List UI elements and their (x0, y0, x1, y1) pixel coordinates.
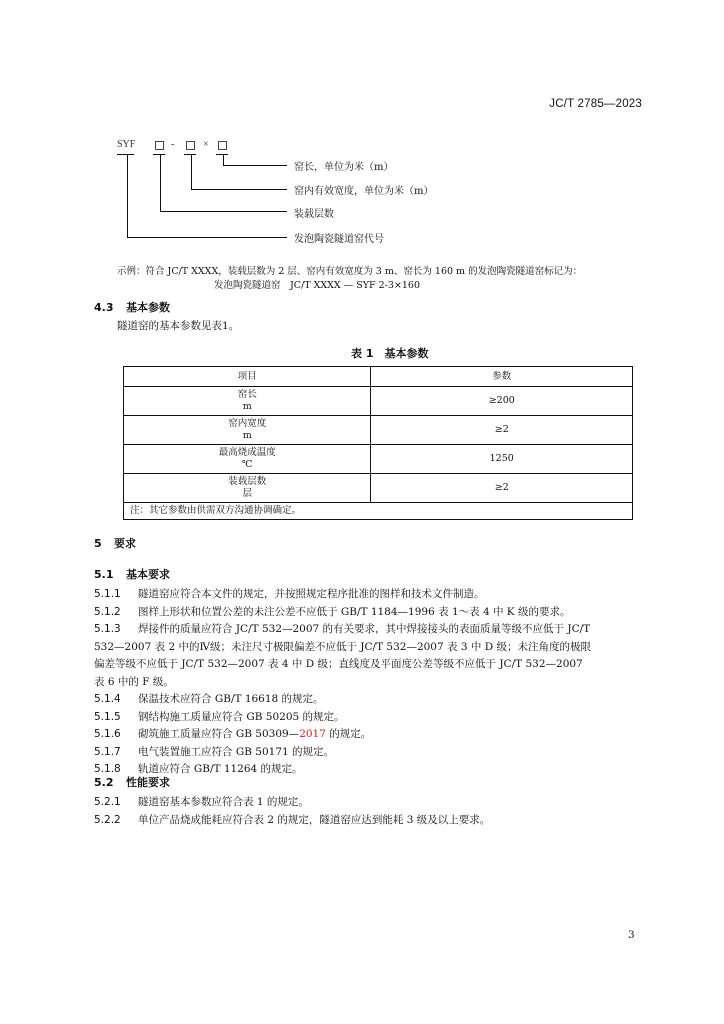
label-loading-layers: 装载层数 (294, 209, 334, 220)
box-length (218, 141, 227, 150)
req-5-1-5: 5.1.5 钢结构施工质量应符合 GB 50205 的规定。 (94, 710, 345, 723)
table-header-row (124, 367, 633, 387)
req-5-1-3-cont: 表 6 中的 F 级。 (94, 675, 174, 688)
section-4-3-text: 隧道窑的基本参数见表1。 (117, 320, 240, 332)
page-number: 3 (628, 929, 635, 941)
standard-code: JC/T 2785—2023 (549, 98, 642, 110)
row-item: 窑内宽度 m (124, 416, 371, 445)
example-line-1: 示例：符合 JC/T XXXX，装载层数为 2 层、窑内有效宽度为 3 m、窑长为 160 m 的发泡陶瓷隧道窑标记为： (117, 266, 583, 277)
table-note-row (124, 503, 633, 520)
table-note: 注：其它参数由供需双方沟通协调确定。 (124, 503, 633, 520)
row-item: 装载层数 层 (124, 474, 371, 503)
req-5-1-1: 5.1.1 隧道窑应符合本文件的规定，并按照规定程序批准的图样和技术文件制造。 (94, 588, 485, 600)
table-row (124, 474, 633, 503)
table-row (124, 387, 633, 416)
table-row (124, 416, 633, 445)
req-5-1-2: 5.1.2 图样上形状和位置公差的未注公差不应低于 GB/T 1184—1996 表 1～表 4 中 K 级的要求。 (94, 605, 571, 618)
example-line-2: 发泡陶瓷隧道窑 JC/T XXXX — SYF 2-3×160 (214, 280, 421, 291)
req-5-1-4: 5.1.4 保温技术应符合 GB/T 16618 的规定。 (94, 693, 324, 705)
section-5-1-heading: 5.1 基本要求 (94, 568, 170, 581)
section-5-2-heading: 5.2 性能要求 (94, 776, 170, 789)
box-width (186, 141, 195, 150)
row-value: ≥2 (371, 416, 633, 445)
separator-times: × (203, 139, 209, 150)
label-kiln-length: 窑长，单位为米（m） (294, 162, 394, 173)
box-layers (155, 141, 164, 150)
req-5-1-6: 5.1.6 砌筑施工质量应符合 GB 50309—2017 的规定。 (94, 728, 372, 740)
parameters-table (123, 366, 633, 520)
label-kiln-code: 发泡陶瓷隧道窑代号 (294, 234, 384, 245)
req-5-2-1: 5.2.1 隧道窑基本参数应符合表 1 的规定。 (94, 796, 309, 808)
section-5-1-body (94, 586, 591, 779)
req-5-2-2: 5.2.2 单位产品烧成能耗应符合表 2 的规定，隧道窑应达到能耗 3 级及以上要求。 (94, 813, 491, 826)
req-5-1-7: 5.1.7 电气装置施工应符合 GB 50171 的规定。 (94, 745, 335, 758)
table-1-caption: 表 1 基本参数 (351, 347, 429, 360)
designation-diagram (0, 0, 724, 260)
row-value: ≥200 (371, 387, 633, 416)
row-item: 最高烧成温度 ℃ (124, 445, 371, 474)
highlighted-year: 2017 (299, 728, 326, 740)
row-value: ≥2 (371, 474, 633, 503)
req-5-1-8: 5.1.8 轨道应符合 GB/T 11264 的规定。 (94, 763, 303, 775)
separator-dash: - (171, 139, 175, 150)
req-5-1-3: 5.1.3 焊接件的质量应符合 JC/T 532—2007 的有关要求，其中焊接接头的表面质量等级不应低于 JC/T (94, 623, 591, 635)
req-5-1-3-cont: 偏差等级不应低于 JC/T 532—2007 表 4 中 D 级；直线度及平面度公差等级不应低于 JC/T 532—2007 (94, 658, 583, 670)
header-param: 参数 (371, 367, 633, 387)
header-item: 项目 (124, 367, 371, 387)
label-kiln-width: 窑内有效宽度，单位为米（m） (294, 186, 434, 197)
prefix-code: SYF (117, 139, 136, 150)
section-5-heading: 5 要求 (94, 537, 136, 550)
req-5-1-3-cont: 532—2007 表 2 中的Ⅳ级；未注尺寸极限偏差不应低于 JC/T 532—2007 表 3 中 D 级；未注角度的极限 (94, 640, 591, 653)
row-item: 窑长 m (124, 387, 371, 416)
section-5-2-body (94, 794, 490, 829)
row-value: 1250 (371, 445, 633, 474)
section-4-3-heading: 4.3 基本参数 (94, 301, 170, 314)
table-row (124, 445, 633, 474)
